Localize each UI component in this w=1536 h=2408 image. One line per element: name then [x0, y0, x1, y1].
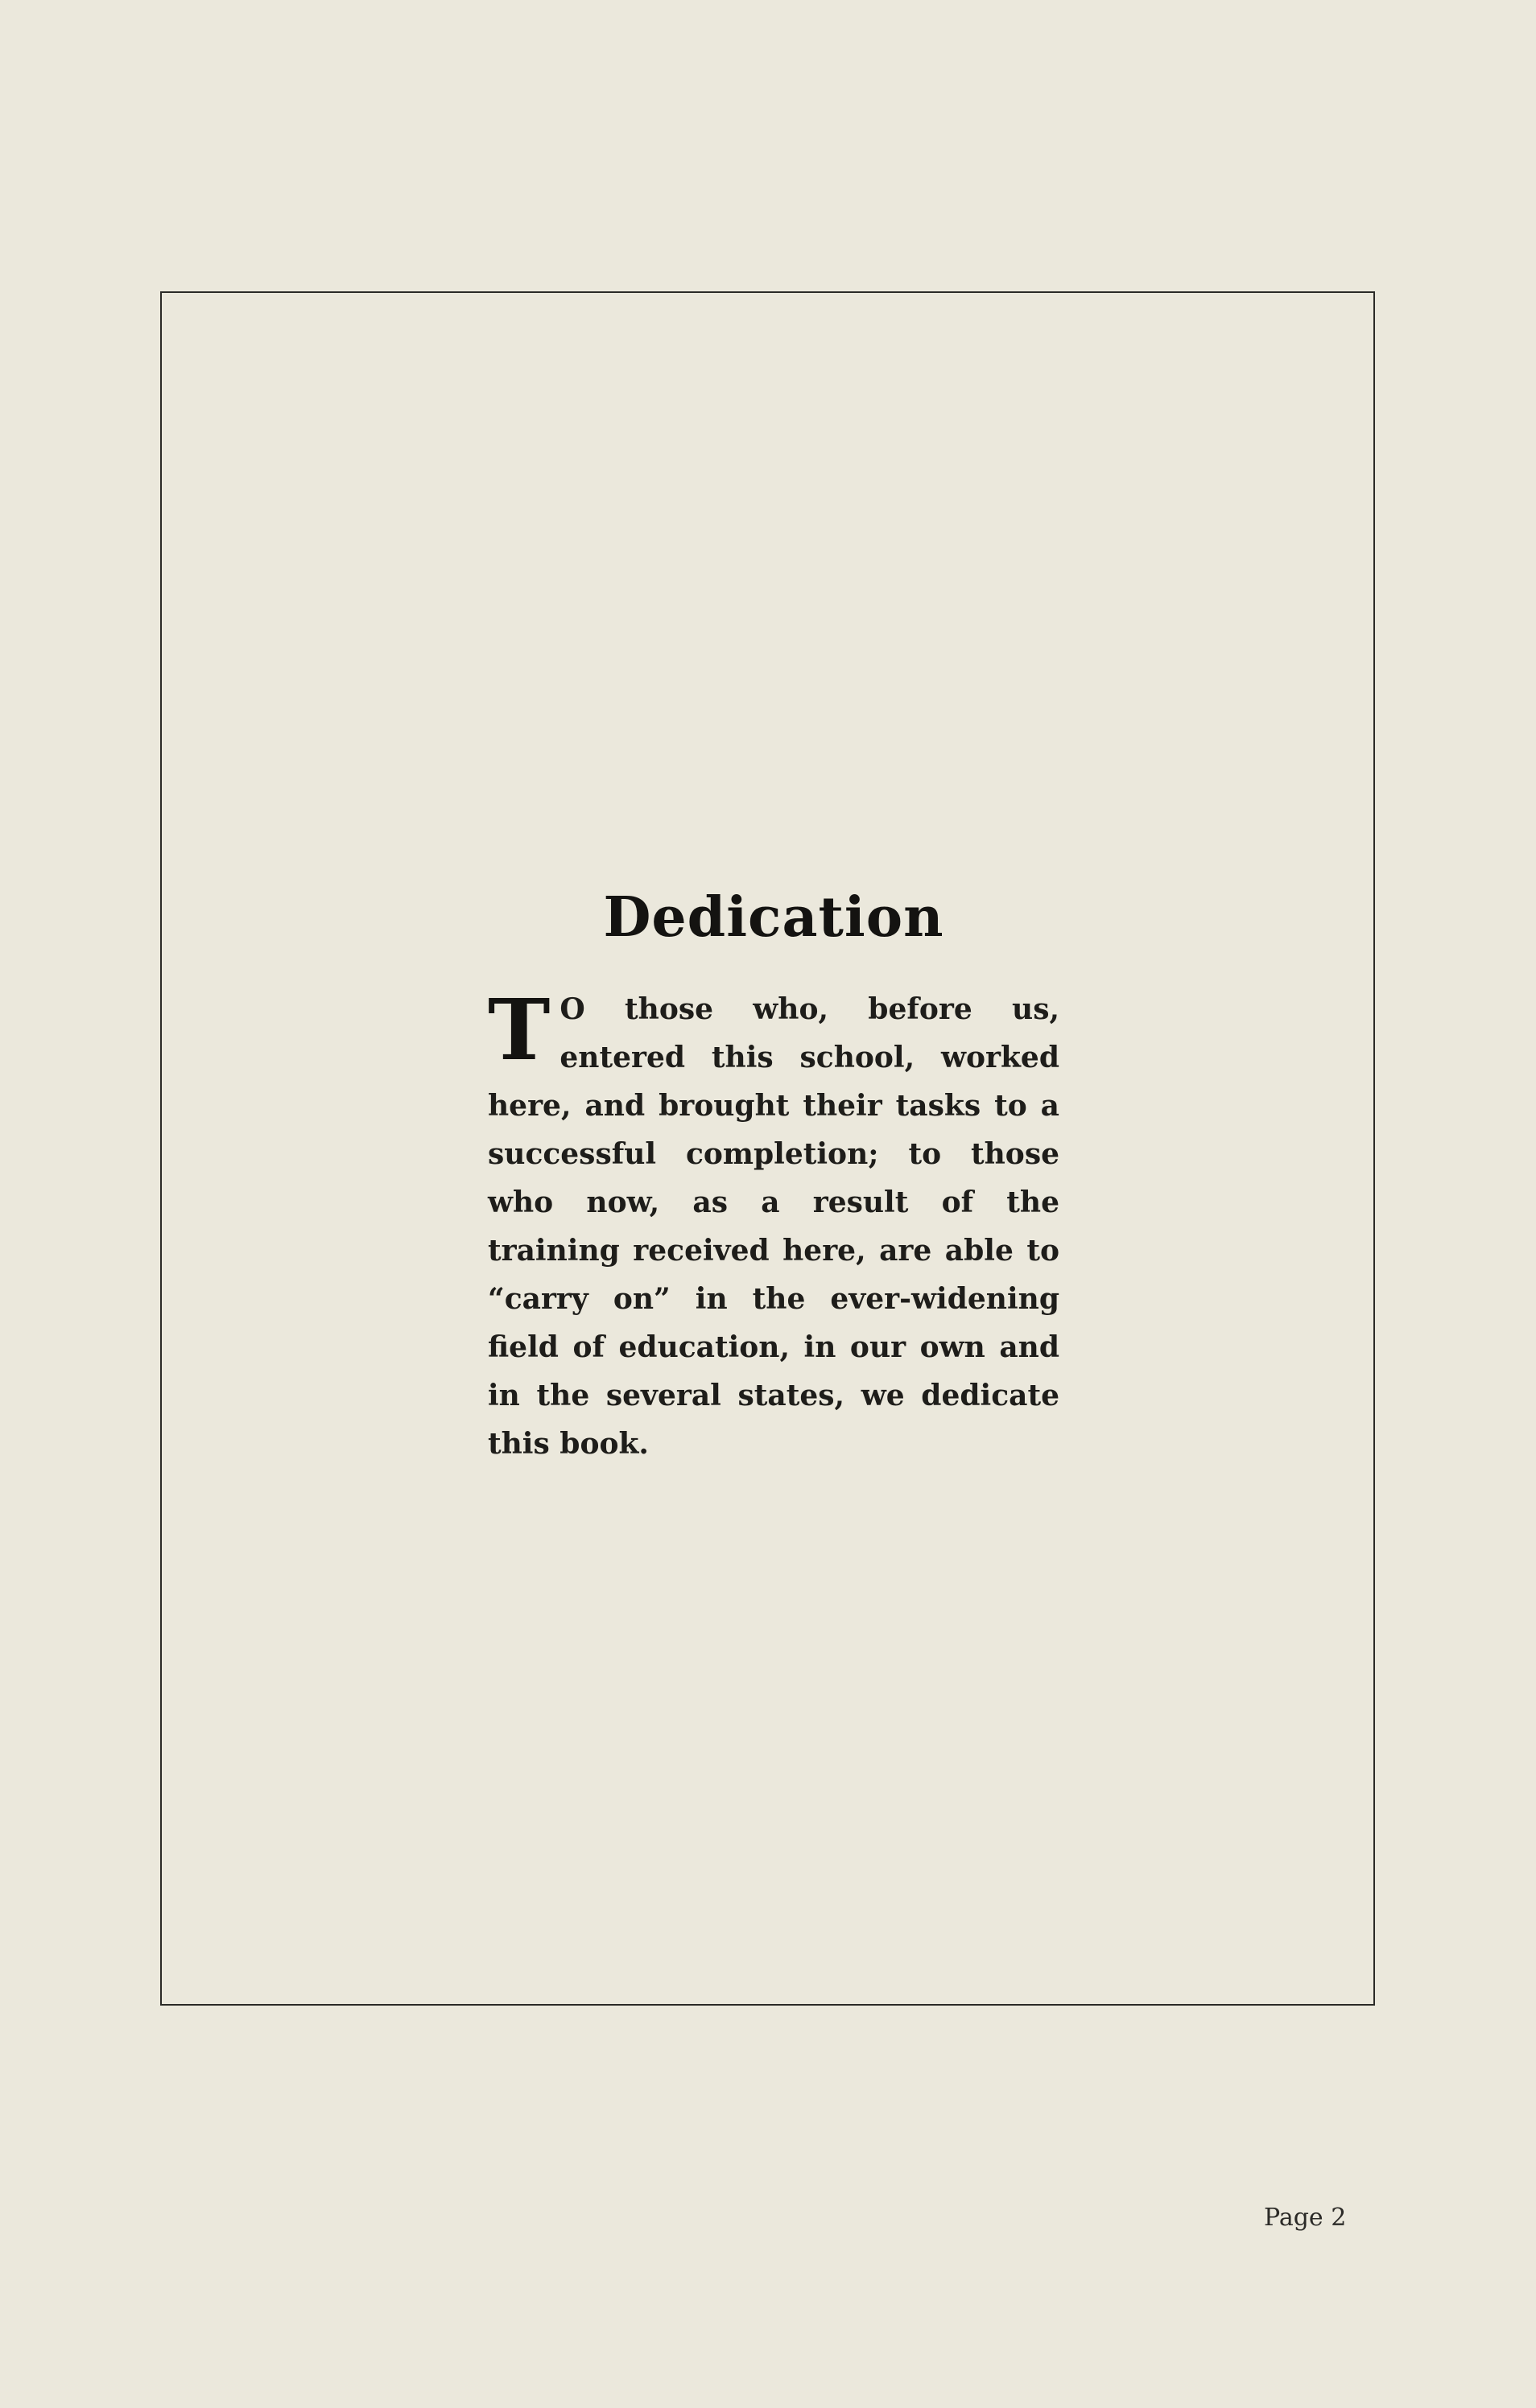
- dedication-text: [488, 980, 1059, 1468]
- dedication-block: [488, 885, 1059, 1468]
- page-number: Page 2: [1264, 2204, 1347, 2232]
- dedication-title: Dedication: [603, 885, 944, 950]
- dedication-body-text: O those who, before us, entered this school, worked here, and brought their tasks to a successful completion; to those who now, as a result of the training received here, are able to “carry on” in the ever-widening field of education, in our own and in the several states, we dedicate this book.: [488, 992, 1059, 1461]
- drop-cap: T: [488, 980, 551, 1079]
